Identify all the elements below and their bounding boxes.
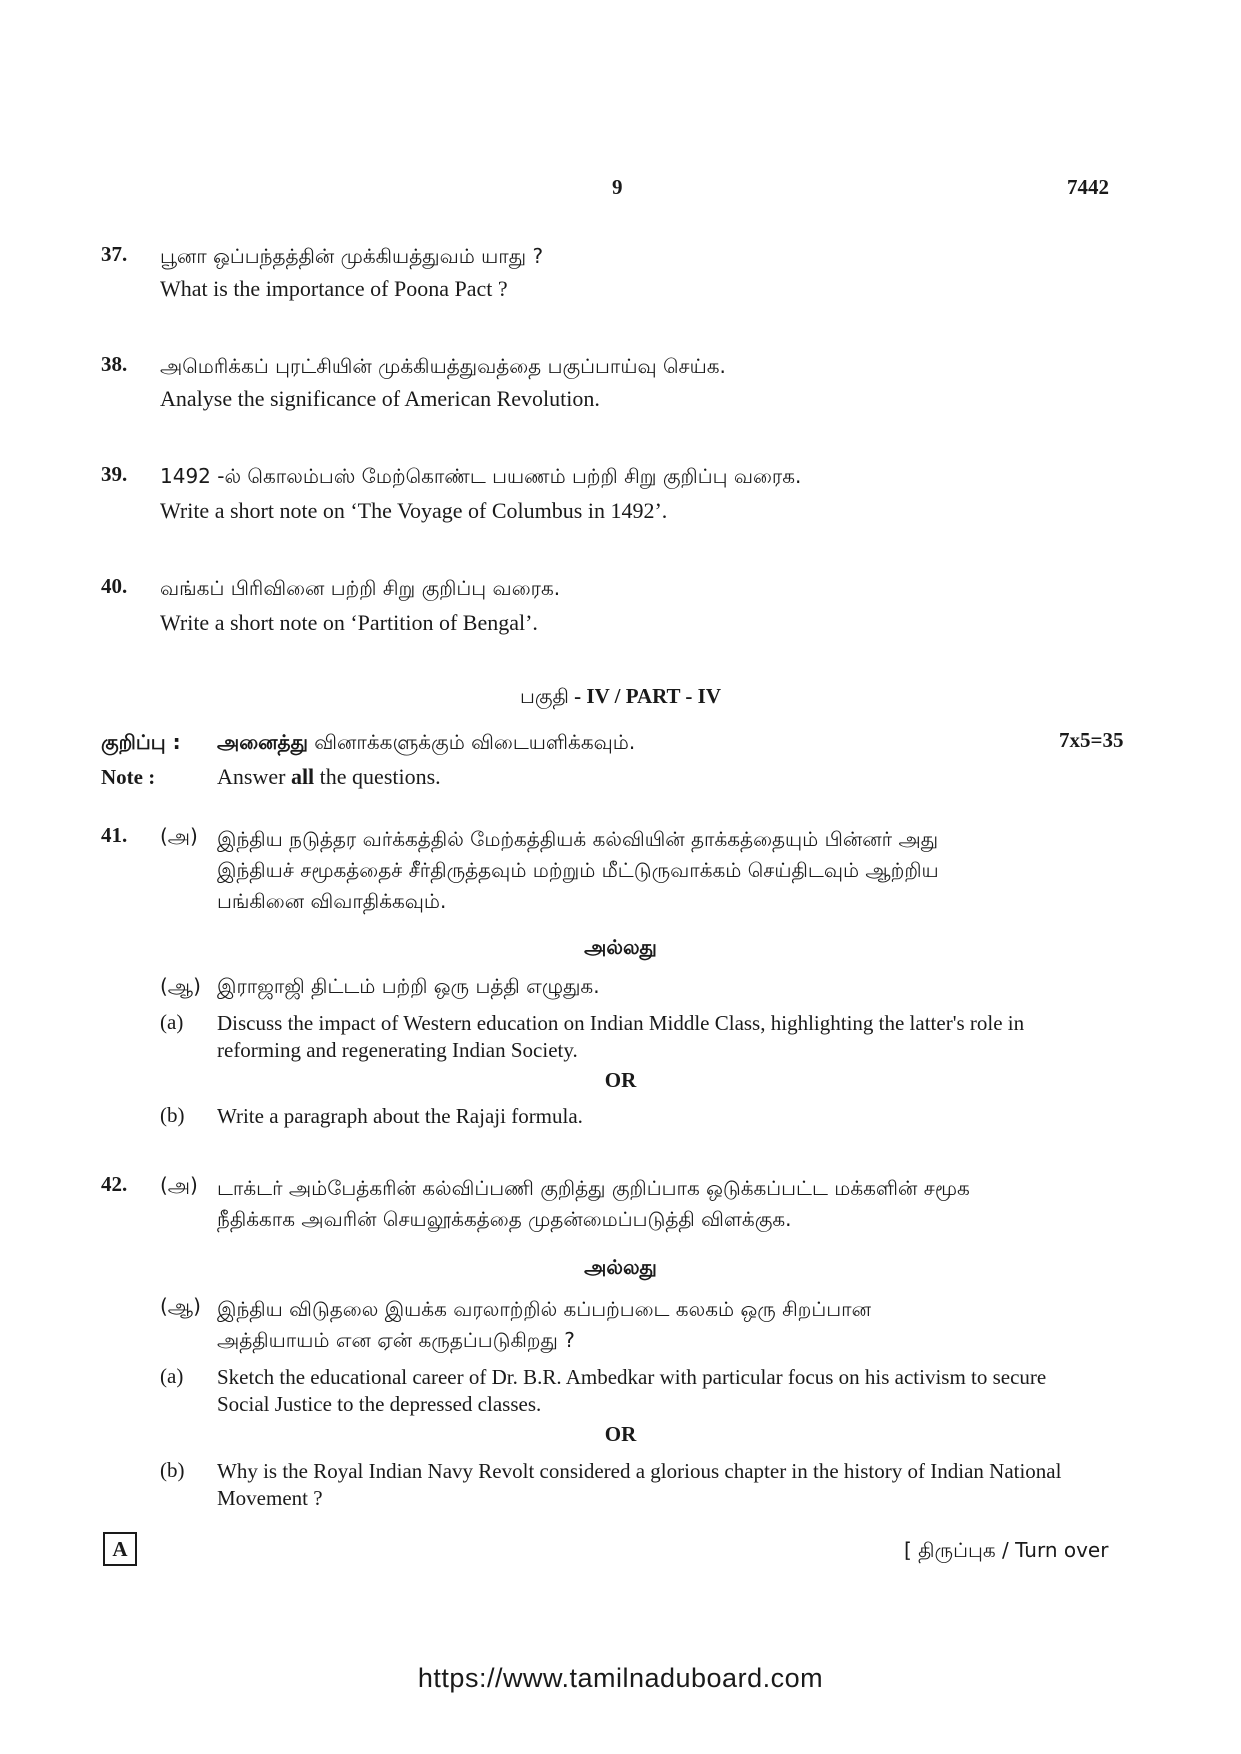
option-a-text-tamil bbox=[217, 1173, 970, 1235]
question-number: 41. bbox=[101, 823, 128, 847]
option-label-english: (b) bbox=[160, 1103, 185, 1127]
note-emphasis-tamil: அனைத்து bbox=[217, 730, 308, 754]
note-emphasis: all bbox=[290, 764, 315, 789]
question-number: 40. bbox=[101, 574, 128, 598]
option-label-english: (a) bbox=[160, 1364, 184, 1388]
option-a-text-english: Sketch the educational career of Dr. B.R. Ambedkar with particular focus on his activism to secure Social Justice to the depressed classes. bbox=[217, 1365, 1047, 1416]
question-number: 42. bbox=[101, 1172, 128, 1196]
part-heading-english: - IV / PART - IV bbox=[568, 684, 722, 708]
option-a-text-english: Discuss the impact of Western education on Indian Middle Class, highlighting the latter's role in reforming and regenerating Indian Society. bbox=[217, 1011, 1025, 1062]
or-divider-tamil: அல்லது bbox=[584, 1255, 657, 1279]
question-number: 37. bbox=[101, 242, 128, 266]
question-text-english: Write a short note on ‘Partition of Bengal’. bbox=[160, 610, 538, 635]
option-b-text-tamil: இராஜாஜி திட்டம் பற்றி ஒரு பத்தி எழுதுக. bbox=[217, 974, 600, 998]
question-text-tamil: வங்கப் பிரிவினை பற்றி சிறு குறிப்பு வரைக. bbox=[160, 576, 561, 600]
option-label-tamil: (ஆ) bbox=[160, 974, 201, 998]
part-heading-tamil: பகுதி bbox=[519, 684, 569, 708]
option-b-text-english: Write a paragraph about the Rajaji formula. bbox=[217, 1104, 583, 1128]
text-line: இந்திய விடுதலை இயக்க வரலாற்றில் கப்பற்படை கலகம் ஒரு சிறப்பான bbox=[217, 1297, 871, 1321]
option-label-english: (b) bbox=[160, 1458, 185, 1482]
question-text-english: What is the importance of Poona Pact ? bbox=[160, 276, 508, 301]
note-text-tamil bbox=[217, 730, 635, 757]
option-label-tamil: (ஆ) bbox=[160, 1294, 201, 1318]
question-text-tamil: அமெரிக்கப் புரட்சியின் முக்கியத்துவத்தை பகுப்பாய்வு செய்க. bbox=[160, 354, 726, 378]
text-line: இந்திய நடுத்தர வர்க்கத்தில் மேற்கத்தியக் கல்வியின் தாக்கத்தையும் பின்னர் அது bbox=[217, 827, 939, 851]
or-divider-english: OR bbox=[604, 1422, 637, 1446]
question-text-english: Write a short note on ‘The Voyage of Columbus in 1492’. bbox=[160, 498, 668, 523]
option-a-text-tamil bbox=[217, 824, 939, 917]
text-line: இந்தியச் சமூகத்தைச் சீர்திருத்தவும் மற்றும் மீட்டுருவாக்கம் செய்திடவும் ஆற்றிய bbox=[217, 858, 939, 882]
paper-code: 7442 bbox=[1067, 175, 1109, 199]
turn-over-text: [ திருப்புக / Turn over bbox=[904, 1538, 1109, 1562]
question-number: 39. bbox=[101, 462, 128, 486]
page-number: 9 bbox=[612, 175, 623, 199]
website-url-link[interactable]: https://www.tamilnaduboard.com bbox=[417, 1663, 824, 1693]
question-text-tamil: 1492 -ல் கொலம்பஸ் மேற்கொண்ட பயணம் பற்றி சிறு குறிப்பு வரைக. bbox=[160, 464, 802, 488]
option-label-tamil: (அ) bbox=[160, 1173, 198, 1197]
option-label-english: (a) bbox=[160, 1010, 184, 1034]
option-b-text-tamil bbox=[217, 1294, 871, 1356]
text-line: அத்தியாயம் என ஏன் கருதப்படுகிறது ? bbox=[217, 1328, 575, 1352]
text-line: நீதிக்காக அவரின் செயலூக்கத்தை முதன்மைப்படுத்தி விளக்குக. bbox=[217, 1207, 792, 1231]
option-label-tamil: (அ) bbox=[160, 824, 198, 848]
text-line: பங்கினை விவாதிக்கவும். bbox=[217, 889, 447, 913]
note-pre: Answer bbox=[217, 764, 291, 789]
question-number: 38. bbox=[101, 352, 128, 376]
marks-allocation: 7x5=35 bbox=[1059, 728, 1124, 752]
note-label-tamil: குறிப்பு : bbox=[101, 730, 181, 754]
or-divider-english: OR bbox=[604, 1068, 637, 1092]
part-heading bbox=[0, 684, 1241, 711]
or-divider-tamil: அல்லது bbox=[584, 935, 657, 959]
option-b-text-english: Why is the Royal Indian Navy Revolt considered a glorious chapter in the history of Indian National Movement ? bbox=[217, 1459, 1062, 1510]
note-rest-tamil: வினாக்களுக்கும் விடையளிக்கவும். bbox=[307, 730, 636, 754]
question-text-english: Analyse the significance of American Revolution. bbox=[160, 386, 600, 411]
text-line: டாக்டர் அம்பேத்கரின் கல்விப்பணி குறித்து குறிப்பாக ஒடுக்கப்பட்ட மக்களின் சமூக bbox=[217, 1176, 970, 1200]
note-post: the questions. bbox=[314, 764, 441, 789]
note-label-english: Note : bbox=[101, 765, 156, 789]
note-text-english bbox=[217, 764, 441, 790]
series-box: A bbox=[103, 1532, 137, 1566]
question-text-tamil: பூனா ஒப்பந்தத்தின் முக்கியத்துவம் யாது ? bbox=[160, 244, 544, 268]
